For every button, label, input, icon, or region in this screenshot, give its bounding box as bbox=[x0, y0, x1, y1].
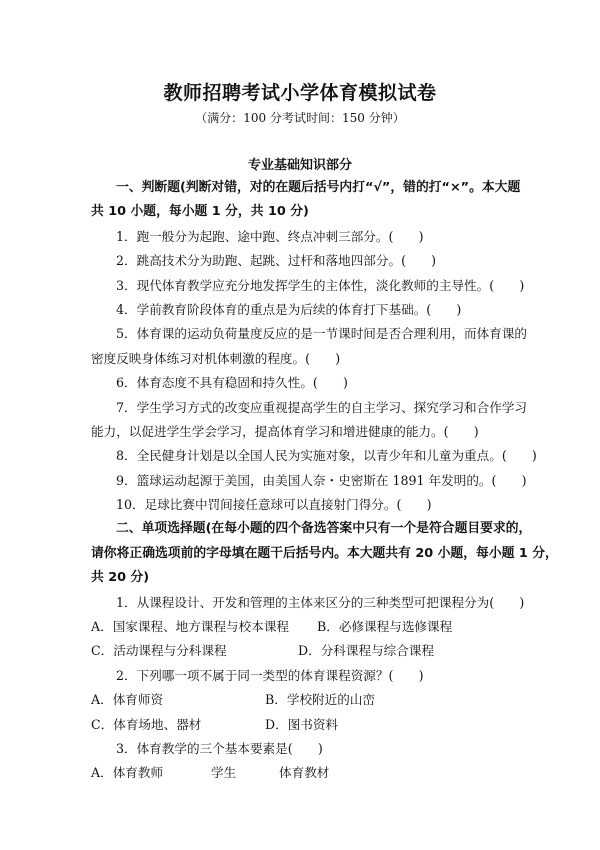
part1-heading-cont: 共 10 小题，每小题 1 分，共 10 分) bbox=[91, 204, 309, 220]
option-a: A．体育教师 bbox=[91, 765, 164, 781]
option-c: C．体育场地、器材 bbox=[91, 716, 202, 732]
part1-heading: 一、判断题(判断对错，对的在题后括号内打“√”，错的打“×”。本大题 bbox=[116, 180, 521, 195]
option-row bbox=[91, 639, 521, 663]
question-stem: 3．体育教学的三个基本要素是( ) bbox=[116, 740, 323, 756]
option-row bbox=[91, 615, 521, 639]
option-a-item: 学生 bbox=[211, 765, 237, 781]
option-a-item: 体育教材 bbox=[279, 765, 330, 781]
question-item-cont: 密度反映身体练习对机体刺激的程度。( ) bbox=[91, 350, 341, 366]
question-item: 9．篮球运动起源于美国，由美国人奈・史密斯在 1891 年发明的。( ) bbox=[116, 472, 527, 488]
option-c: C．活动课程与分科课程 bbox=[91, 643, 227, 659]
question-item: 8．全民健身计划是以全国人民为实施对象，以青少年和儿童为重点。( ) bbox=[116, 448, 537, 464]
page-subtitle: （满分：100 分考试时间：150 分钟） bbox=[195, 111, 405, 125]
question-item: 2．跳高技术分为助跑、起跳、过杆和落地四部分。( ) bbox=[116, 253, 437, 269]
option-a: A．国家课程、地方课程与校本课程 bbox=[91, 619, 290, 635]
question-item: 10．足球比赛中罚间接任意球可以直接射门得分。( ) bbox=[116, 497, 432, 513]
question-item: 4．学前教育阶段体育的重点是为后续的体育打下基础。( ) bbox=[116, 301, 462, 317]
part2-heading-cont: 共 20 分) bbox=[91, 570, 150, 586]
question-stem: 2．下列哪一项不属于同一类型的体育课程资源？( ) bbox=[116, 667, 424, 683]
option-d: D．分科课程与综合课程 bbox=[298, 643, 435, 659]
section-title: 专业基础知识部分 bbox=[247, 158, 352, 173]
option-row bbox=[91, 688, 521, 712]
option-a: A．体育师资 bbox=[91, 692, 164, 708]
option-d: D．图书资料 bbox=[265, 716, 339, 732]
question-stem: 1．从课程设计、开发和管理的主体来区分的三种类型可把课程分为( ) bbox=[116, 594, 525, 610]
exam-content bbox=[91, 176, 558, 786]
option-b: B．学校附近的山峦 bbox=[265, 692, 376, 708]
question-item-cont: 能力，以促进学生学会学习，提高体育学习和增进健康的能力。( ) bbox=[91, 423, 479, 439]
option-b: B．必修课程与选修课程 bbox=[317, 619, 453, 635]
option-row bbox=[91, 761, 521, 785]
option-row bbox=[91, 713, 521, 737]
part2-heading: 二、单项选择题(在每小题的四个备选答案中只有一个是符合题目要求的， bbox=[116, 521, 532, 537]
question-item: 3．现代体育教学应充分地发挥学生的主体性，淡化教师的主导性。( ) bbox=[116, 277, 525, 293]
question-item: 5．体育课的运动负荷量度反应的是一节课时间是否合理利用，而体育课的 bbox=[116, 326, 528, 342]
question-item: 6．体育态度不具有稳固和持久性。( ) bbox=[116, 375, 348, 391]
page-title: 教师招聘考试小学体育模拟试卷 bbox=[163, 82, 437, 104]
part2-heading-cont: 请你将正确选项前的字母填在题干后括号内。本大题共有 20 小题，每小题 1 分， bbox=[91, 545, 558, 561]
question-item: 7．学生学习方式的改变应重视提高学生的自主学习、探究学习和合作学习 bbox=[116, 399, 528, 415]
question-item: 1．跑一般分为起跑、途中跑、终点冲刺三部分。( ) bbox=[116, 228, 424, 244]
